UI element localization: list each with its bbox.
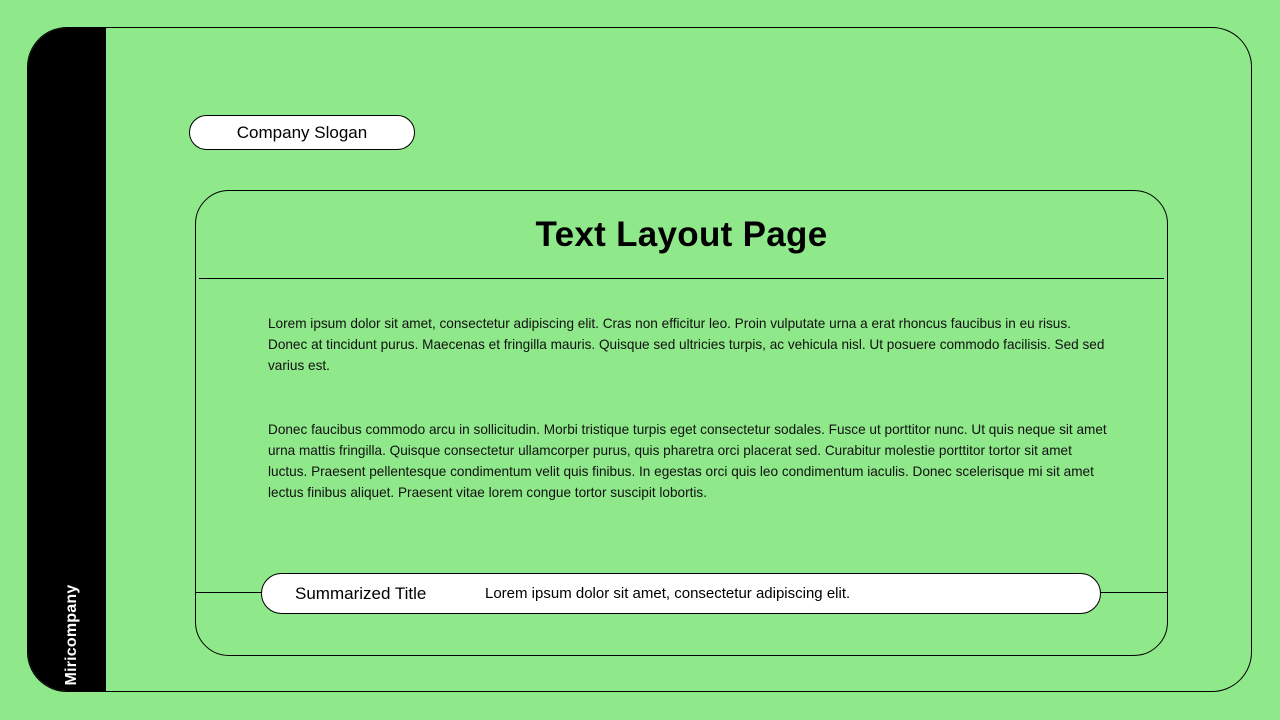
brand-name: Miricompany: [63, 584, 80, 686]
company-slogan-badge: Company Slogan: [189, 115, 415, 150]
summary-text: Lorem ipsum dolor sit amet, consectetur adipiscing elit.: [485, 585, 851, 602]
sidebar: [28, 28, 106, 691]
body-paragraph-1: Lorem ipsum dolor sit amet, consectetur adipiscing elit. Cras non efficitur leo. Proin vulputate urna a erat rhoncus faucibus in eu risus. Donec at tincidunt purus. Maecenas et fringilla mauris. Quisque sed ultricies turpis, ac vehicula nisl. Ut posuere commodo facilisis. Sed sed varius est.: [268, 316, 1105, 373]
summary-bar: [261, 573, 1101, 614]
summary-title: Summarized Title: [295, 583, 427, 603]
body-paragraph-2: Donec faucibus commodo arcu in sollicitudin. Morbi tristique turpis eget consectetur sodales. Fusce ut porttitor nunc. Ut quis neque sit amet urna mattis fringilla. Quisque consectetur ullamcorper purus, quis pharetra orci placerat sed. Curabitur molestie porttitor tortor sit amet luctus. Praesent pellentesque condimentum velit quis finibus. In egestas orci quis leo condimentum iaculis. Donec scelerisque mi sit amet lectus finibus aliquet. Praesent vitae lorem congue tortor suscipit lobortis.: [268, 422, 1107, 500]
page-title: Text Layout Page: [535, 215, 828, 254]
brand: [63, 585, 81, 692]
title-divider: [199, 278, 1164, 279]
